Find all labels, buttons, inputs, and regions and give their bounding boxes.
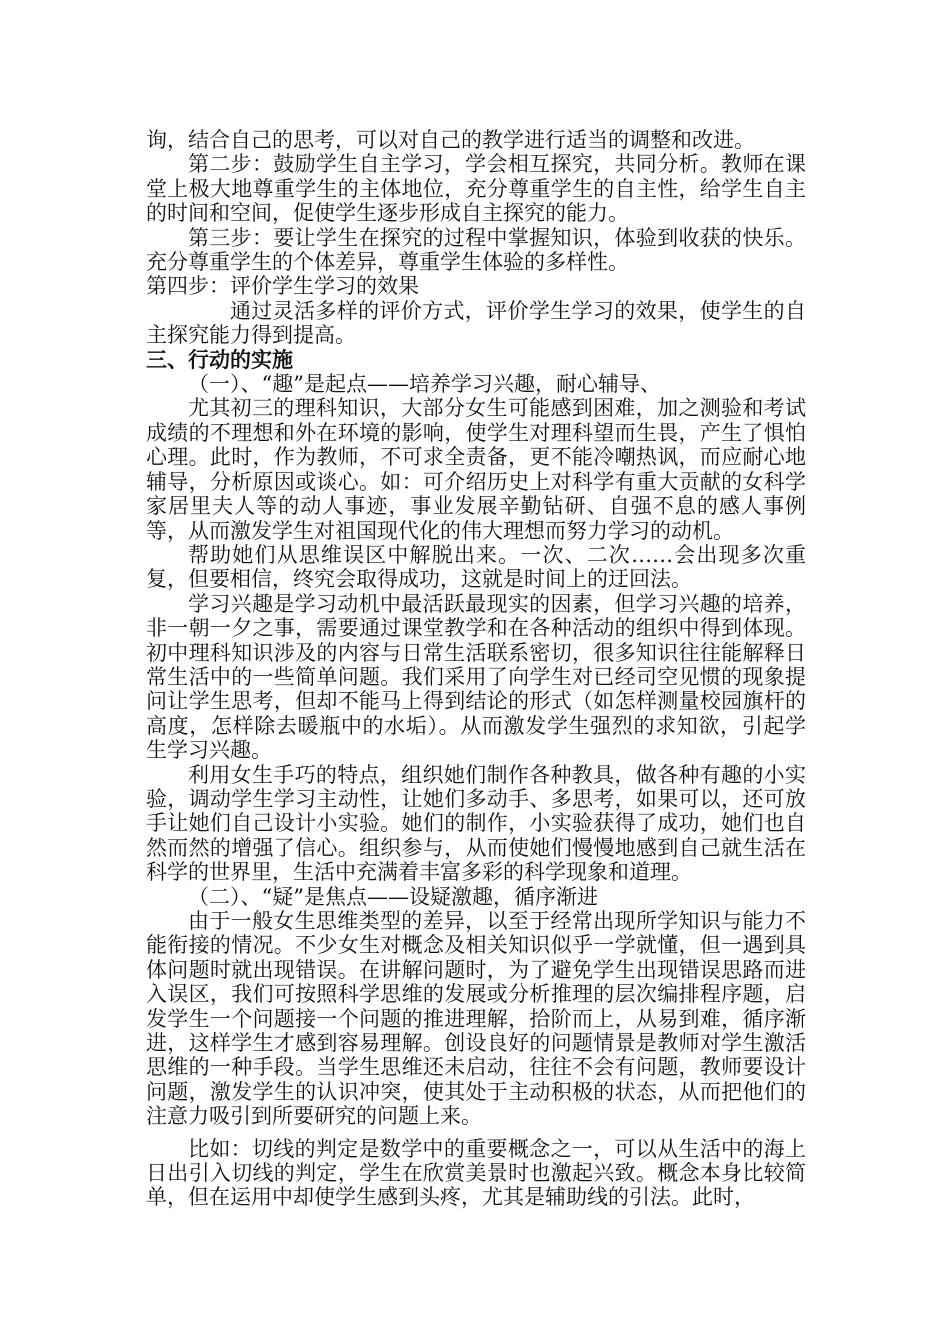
paragraph-step-three: 第三步：要让学生在探究的过程中掌握知识，体验到收获的快乐。充分尊重学生的个体差异，尊重学生体验的多样性。 bbox=[146, 225, 806, 275]
paragraph-science-difficulty: 尤其初三的理科知识，大部分女生可能感到困难，加之测验和考试成绩的不理想和外在环境的影响，使学生对理科望而生畏，产生了惧怕心理。此时，作为教师，不可求全责备，更不能冷嘲热讽，而应耐心地辅导，分析原因或谈心。如：可介绍历史上对科学有重大贡献的女科学家居里夫人等的动人事迹，事业发展辛勤钻研、自强不息的感人事例等，从而激发学生对祖国现代化的伟大理想而努力学习的动机。 bbox=[146, 396, 806, 543]
paragraph-tangent-example: 比如：切线的判定是数学中的重要概念之一，可以从生活中的海上日出引入切线的判定，学生在欣赏美景时也激起兴致。概念本身比较简单，但在运用中却使学生感到头疼，尤其是辅助线的引法。此时， bbox=[146, 1136, 806, 1210]
paragraph-step-four-title: 第四步：评价学生学习的效果 bbox=[146, 274, 419, 299]
section-heading-implementation: 三、行动的实施 bbox=[146, 347, 293, 372]
subheading-interest: （一）、“趣”是起点——培养学习兴趣，耐心辅导、 bbox=[188, 372, 661, 397]
paragraph-step-four-body: 通过灵活多样的评价方式，评价学生学习的效果，使学生的自主探究能力得到提高。 bbox=[146, 298, 806, 348]
paragraph-thinking-errors: 帮助她们从思维误区中解脱出来。一次、二次……会出现多次重复，但要相信，终究会取得成功，这就是时间上的迂回法。 bbox=[146, 542, 806, 592]
paragraph-thinking-types: 由于一般女生思维类型的差异，以至于经常出现所学知识与能力不能衔接的情况。不少女生对概念及相关知识似乎一学就懂，但一遇到具体问题时就出现错误。在讲解问题时，为了避免学生出现错误思路而进入误区，我们可按照科学思维的发展或分析推理的层次编排程序题，启发学生一个问题接一个问题的推进理解，拾阶而上，从易到难，循序渐进，这样学生才感到容易理解。创设良好的问题情景是教师对学生激活思维的一种手段。当学生思维还未启动，往往不会有问题，教师要设计问题，激发学生的认识冲突，使其处于主动积极的状态，从而把他们的注意力吸引到所要研究的问题上来。 bbox=[146, 909, 806, 1129]
paragraph-step-two: 第二步：鼓励学生自主学习，学会相互探究，共同分析。教师在课堂上极大地尊重学生的主体地位，充分尊重学生的自主性，给学生自主的时间和空间，促使学生逐步形成自主探究的能力。 bbox=[146, 152, 806, 226]
subheading-doubt: （二）、“疑”是焦点——设疑激趣，循序渐进 bbox=[188, 884, 598, 909]
paragraph-handcraft: 利用女生手巧的特点，组织她们制作各种教具，做各种有趣的小实验，调动学生学习主动性，让她们多动手、多思考，如果可以，还可放手让她们自己设计小实验。她们的制作，小实验获得了成功，她们也自然而然的增强了信心。组织参与，从而使她们慢慢地感到自己就生活在科学的世界里，生活中充满着丰富多彩的科学现象和道理。 bbox=[146, 762, 806, 885]
paragraph-learning-interest: 学习兴趣是学习动机中最活跃最现实的因素，但学习兴趣的培养，非一朝一夕之事，需要通过课堂教学和在各种活动的组织中得到体现。初中理科知识涉及的内容与日常生活联系密切，很多知识往往能解释日常生活中的一些简单问题。我们采用了向学生对已经司空见惯的现象提问让学生思考，但却不能马上得到结论的形式（如怎样测量校园旗杆的高度，怎样除去暖瓶中的水垢）。从而激发学生强烈的求知欲，引起学生学习兴趣。 bbox=[146, 591, 806, 763]
document-page bbox=[146, 128, 806, 1210]
paragraph-continuation: 询，结合自己的思考，可以对自己的教学进行适当的调整和改进。 bbox=[146, 128, 755, 152]
